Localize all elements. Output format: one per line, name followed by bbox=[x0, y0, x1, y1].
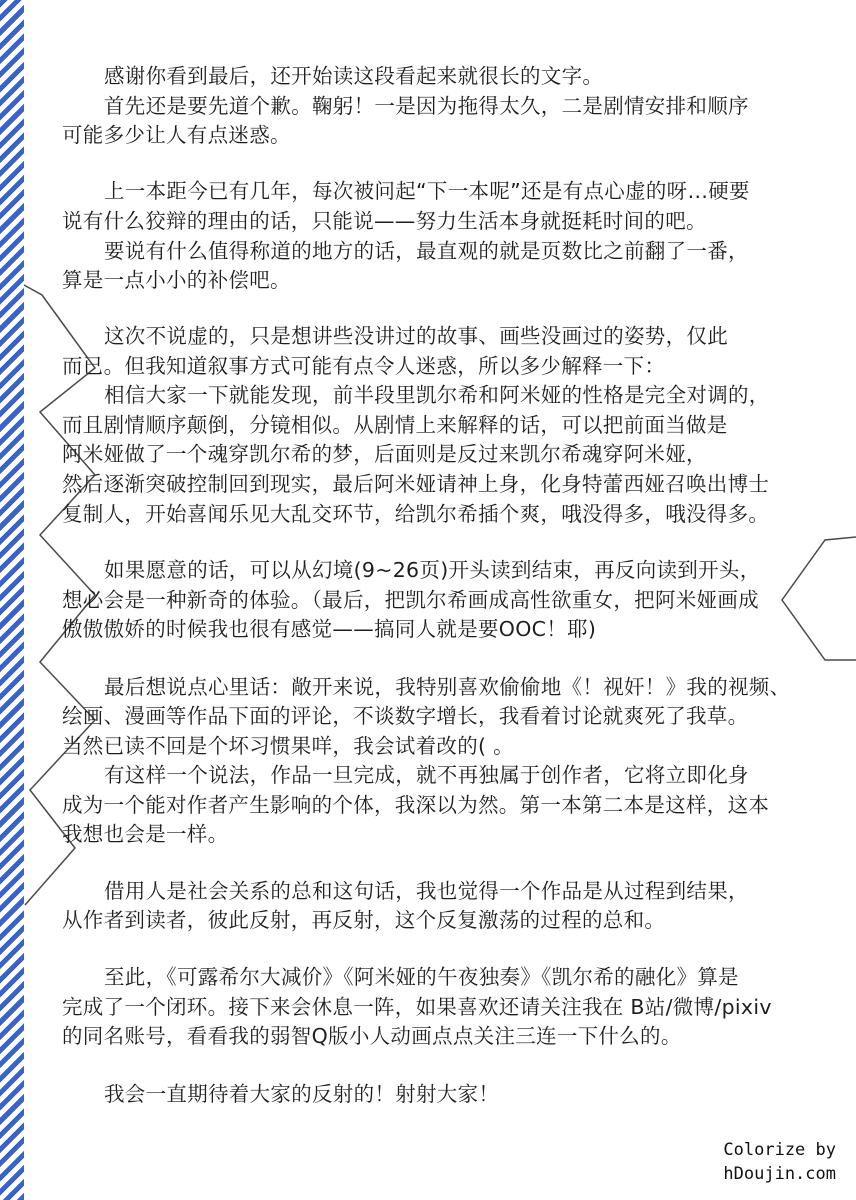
text-line: 想必会是一种新奇的体验。（最后，把凯尔希画成高性欲重女，把阿米娅画成 bbox=[62, 588, 759, 612]
text-line: 绘画、漫画等作品下面的评论，不谈数字增长，我看着讨论就爽死了我草。 bbox=[62, 704, 749, 728]
text-line: 而且剧情顺序颠倒，分镜相似。从剧情上来解释的话，可以把前面当做是 bbox=[62, 413, 728, 437]
text-line: 最后想说点心里话：敞开来说，我特别喜欢偷偷地《！视奸！》我的视频、 bbox=[104, 675, 791, 699]
text-line: 然后逐渐突破控制回到现实，最后阿米娅请神上身，化身特蕾西娅召唤出博士 bbox=[62, 472, 770, 496]
text-line: 如果愿意的话，可以从幻境(9~26页)开头读到结束，再反向读到开头， bbox=[104, 558, 761, 582]
text-line: 阿米娅做了一个魂穿凯尔希的梦，后面则是反过来凯尔希魂穿阿米娅， bbox=[62, 442, 707, 466]
text-line: 有这样一个说法，作品一旦完成，就不再独属于创作者，它将立即化身 bbox=[104, 763, 749, 787]
text-line: 上一本距今已有几年，每次被问起“下一本呢”还是有点心虚的呀…硬要 bbox=[104, 179, 750, 203]
credit-line-2: hDoujin.com bbox=[723, 1164, 836, 1184]
text-line: 至此，《可露希尔大减价》《阿米娅的午夜独奏》《凯尔希的融化》算是 bbox=[104, 965, 739, 989]
colorize-credit bbox=[723, 1138, 836, 1186]
text-line: 相信大家一下就能发现，前半段里凯尔希和阿米娅的性格是完全对调的， bbox=[104, 383, 770, 407]
text-line: 成为一个能对作者产生影响的个体，我深以为然。第一本第二本是这样，这本 bbox=[62, 793, 770, 817]
credit-line-1: Colorize by bbox=[723, 1140, 836, 1160]
text-line: 的同名账号，看看我的弱智Q版小人动画点点关注三连一下什么的。 bbox=[62, 1024, 682, 1048]
text-line: 复制人，开始喜闻乐见大乱交环节，给凯尔希插个爽，哦没得多，哦没得多。 bbox=[62, 502, 770, 526]
text-line: 我会一直期待着大家的反射的！射射大家！ bbox=[104, 1082, 500, 1106]
text-line: 从作者到读者，彼此反射，再反射，这个反复激荡的过程的总和。 bbox=[62, 908, 666, 932]
text-line: 这次不说虚的，只是想讲些没讲过的故事、画些没画过的姿势，仅此 bbox=[104, 324, 728, 348]
text-line: 傲傲傲娇的时候我也很有感觉——搞同人就是要OOC！耶) bbox=[62, 617, 597, 641]
text-line: 完成了一个闭环。接下来会休息一阵，如果喜欢还请关注我在 B站/微博/pixiv bbox=[62, 995, 772, 1019]
text-line: 说有什么狡辩的理由的话，只能说——努力生活本身就挺耗时间的吧。 bbox=[62, 209, 707, 233]
text-line: 算是一点小小的补偿吧。 bbox=[62, 268, 291, 292]
text-line: 我想也会是一样。 bbox=[62, 822, 229, 846]
text-line: 要说有什么值得称道的地方的话，最直观的就是页数比之前翻了一番， bbox=[104, 239, 749, 263]
text-line: 而已。但我知道叙事方式可能有点令人迷惑，所以多少解释一下： bbox=[62, 354, 666, 378]
text-line: 感谢你看到最后，还开始读这段看起来就很长的文字。 bbox=[104, 64, 604, 88]
text-line: 可能多少让人有点迷惑。 bbox=[62, 123, 291, 147]
text-line: 当然已读不回是个坏习惯果咩，我会试着改的( 。 bbox=[62, 734, 514, 758]
text-line: 借用人是社会关系的总和这句话，我也觉得一个作品是从过程到结果， bbox=[104, 879, 749, 903]
text-line: 首先还是要先道个歉。鞠躬！一是因为拖得太久，二是剧情安排和顺序 bbox=[104, 94, 749, 118]
